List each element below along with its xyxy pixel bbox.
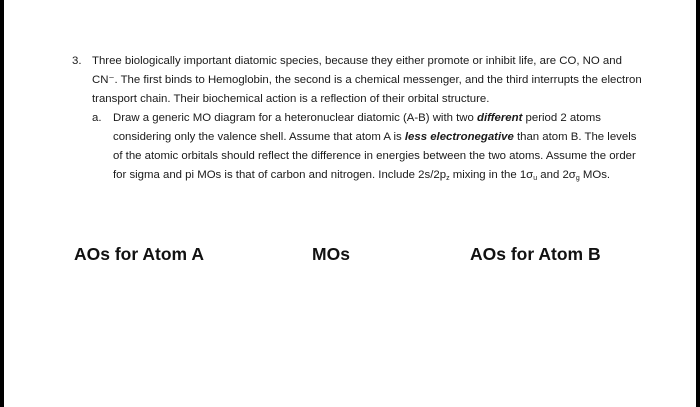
diagram-column-headers — [4, 244, 696, 268]
part-letter: a. — [92, 112, 102, 124]
part-a-text-5: and 2σ — [537, 169, 576, 181]
header-aos-atom-a: AOs for Atom A — [74, 244, 204, 264]
part-a-text-3: than atom B. The levels of the atomic orbitals should reflect the difference in energies between the two atoms. Assume the order for sigma and pi MOs is that of carbon and nitrogen. Include 2s/2p — [113, 131, 637, 181]
part-a-text-6: MOs. — [579, 169, 611, 181]
question-3 — [72, 52, 642, 188]
part-a-text-4: mixing in the 1σ — [449, 169, 534, 181]
header-mos: MOs — [312, 244, 350, 264]
question-number: 3. — [72, 55, 82, 67]
document-page — [4, 0, 696, 407]
emphasis-less-electronegative: less electronegative — [404, 131, 514, 143]
part-a-text-1: Draw a generic MO diagram for a heteronuclear diatomic (A-B) with two — [113, 112, 478, 124]
subscript-g: g — [575, 175, 580, 182]
question-text: Three biologically important diatomic species, because they either promote or inhibit life, are CO, NO and CN⁻. The first binds to Hemoglobin, the second is a chemical messenger, and the third interrupts the electron transport chain. Their biochemical action is a reflection of their orbital structure. — [92, 55, 642, 105]
subscript-z: z — [446, 175, 450, 182]
part-a-text — [113, 109, 642, 188]
subscript-u: u — [533, 175, 538, 182]
emphasis-different: different — [477, 112, 523, 124]
part-a-text-2: period 2 atoms considering only the valence shell. Assume that atom A is — [113, 112, 601, 143]
header-aos-atom-b: AOs for Atom B — [470, 244, 601, 264]
question-part-a — [92, 109, 642, 188]
